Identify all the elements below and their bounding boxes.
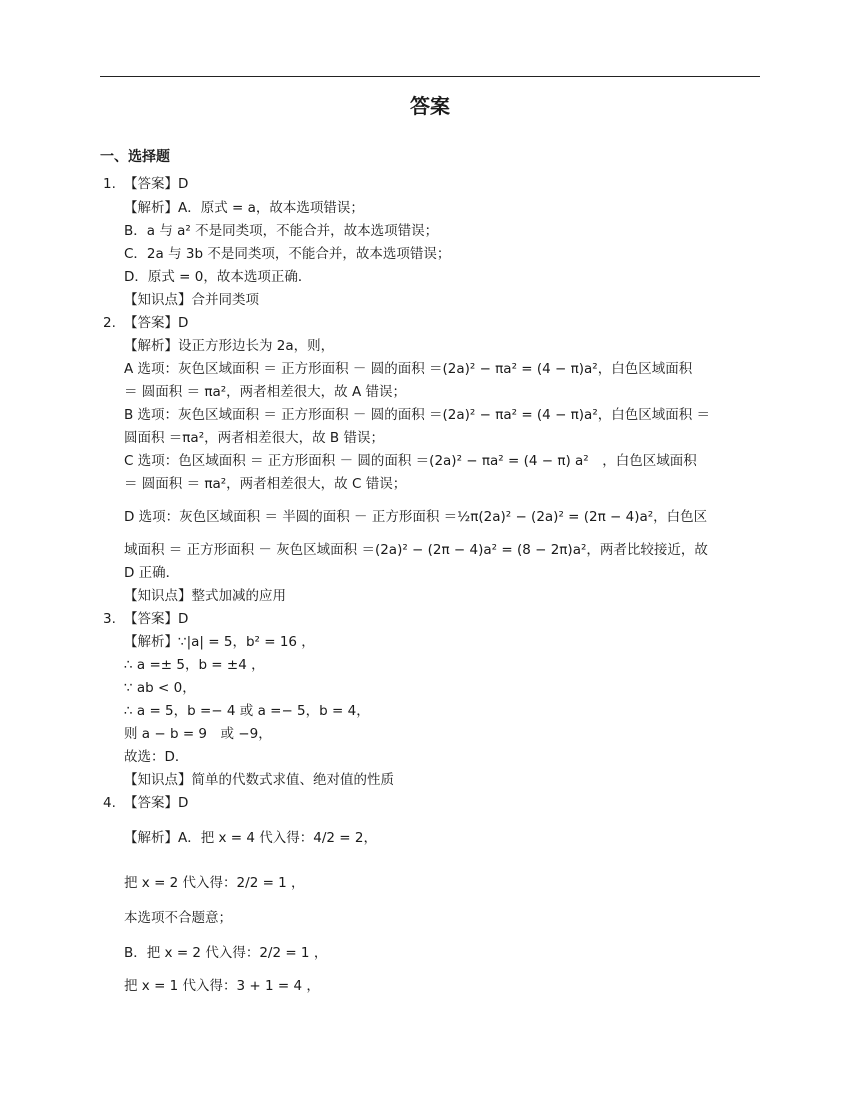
analysis-line: D 正确． xyxy=(124,565,180,581)
knowledge-line: 【知识点】合并同类项 xyxy=(124,292,259,308)
answer-line: 【答案】D xyxy=(124,176,189,192)
item-number: 3. xyxy=(103,611,116,627)
answer-line: 【答案】D xyxy=(124,795,189,811)
analysis-line: 故选：D． xyxy=(124,749,189,765)
analysis-line: 【解析】设正方形边长为 2a，则， xyxy=(124,338,335,354)
analysis-line: C 选项：色区域面积 ＝ 正方形面积 － 圆的面积 ＝(2a)² − πa² = (4 − π) a² ，白色区域面积 xyxy=(124,453,697,469)
item-number: 1. xyxy=(103,176,116,192)
analysis-line: A 选项：灰色区域面积 ＝ 正方形面积 － 圆的面积 ＝(2a)² − πa² = (4 − π)a²，白色区域面积 xyxy=(124,361,693,377)
analysis-line: ∵ ab < 0， xyxy=(124,680,196,696)
analysis-line: D 选项：灰色区域面积 ＝ 半圆的面积 － 正方形面积 ＝½π(2a)² − (2a)² = (2π − 4)a²，白色区 xyxy=(124,509,708,525)
analysis-line: 【解析】A．把 x = 4 代入得：4/2 = 2， xyxy=(124,830,377,846)
analysis-line: ＝ 圆面积 ＝ πa²，两者相差很大，故 A 错误； xyxy=(124,384,407,400)
answer-line: 【答案】D xyxy=(124,611,189,627)
analysis-line: 圆面积 ＝πa²，两者相差很大，故 B 错误； xyxy=(124,430,384,446)
analysis-line: 【解析】A．原式 = a，故本选项错误； xyxy=(124,200,364,216)
analysis-line: 把 x = 2 代入得：2/2 = 1 ， xyxy=(124,875,305,891)
item-number: 4. xyxy=(103,795,116,811)
header-rule xyxy=(100,76,760,77)
analysis-line: 【解析】∵|a| = 5，b² = 16 ， xyxy=(124,634,315,650)
knowledge-line: 【知识点】整式加减的应用 xyxy=(124,588,286,604)
analysis-line: ＝ 圆面积 ＝ πa²，两者相差很大，故 C 错误； xyxy=(124,476,407,492)
item-number: 2. xyxy=(103,315,116,331)
section-heading: 一、选择题 xyxy=(100,149,170,165)
analysis-line: C．2a 与 3b 不是同类项，不能合并，故本选项错误； xyxy=(124,246,451,262)
analysis-line: 域面积 ＝ 正方形面积 － 灰色区域面积 ＝(2a)² − (2π − 4)a² = (8 − 2π)a²，两者比较接近，故 xyxy=(124,542,708,558)
analysis-line: 本选项不合题意； xyxy=(124,910,232,926)
analysis-line: 则 a − b = 9 或 −9， xyxy=(124,726,272,742)
analysis-line: B．a 与 a² 不是同类项，不能合并，故本选项错误； xyxy=(124,223,439,239)
knowledge-line: 【知识点】简单的代数式求值、绝对值的性质 xyxy=(124,772,394,788)
analysis-line: ∴ a = 5，b =− 4 或 a =− 5，b = 4， xyxy=(124,703,370,719)
answer-line: 【答案】D xyxy=(124,315,189,331)
analysis-line: ∴ a =± 5，b = ±4 ， xyxy=(124,657,265,673)
analysis-line: B．把 x = 2 代入得：2/2 = 1 ， xyxy=(124,945,328,961)
page-title: 答案 xyxy=(410,94,450,118)
analysis-line: D．原式 = 0，故本选项正确． xyxy=(124,269,312,285)
analysis-line: B 选项：灰色区域面积 ＝ 正方形面积 － 圆的面积 ＝(2a)² − πa² = (4 − π)a²，白色区域面积 ＝ xyxy=(124,407,711,423)
analysis-line: 把 x = 1 代入得：3 + 1 = 4 ， xyxy=(124,978,320,994)
